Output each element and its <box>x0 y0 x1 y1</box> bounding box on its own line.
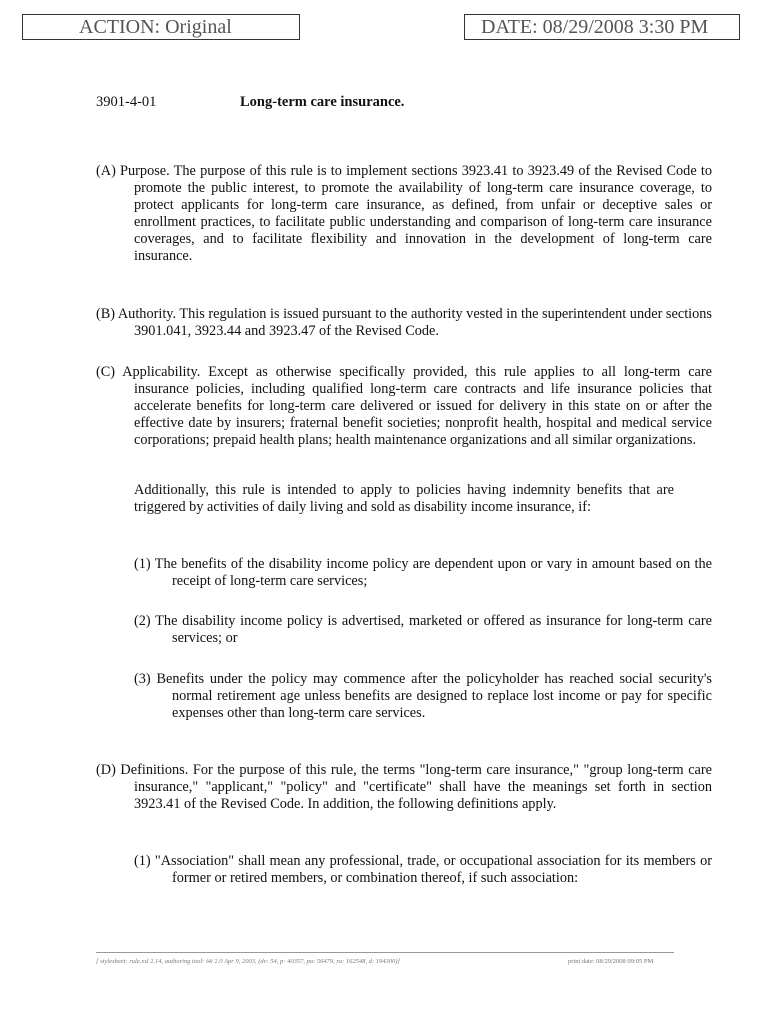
section-c-item-1: (1) The benefits of the disability income policy are dependent upon or vary in amount based on the receipt of long-term care services; <box>134 556 712 589</box>
section-d-definitions: (D) Definitions. For the purpose of this rule, the terms "long-term care insurance," "group long-term care insurance," "applicant," "policy" and "certificate" shall have the meanings set forth in section 3923.41 of the Revised Code. In addition, the following definitions apply. <box>96 762 712 812</box>
rule-title: Long-term care insurance. <box>240 94 405 110</box>
section-b-authority: (B) Authority. This regulation is issued pursuant to the authority vested in the superintendent under sections 3901.041, 3923.44 and 3923.47 of the Revised Code. <box>96 306 712 339</box>
section-c-item-3: (3) Benefits under the policy may commence after the policyholder has reached social security's normal retirement age unless benefits are designed to replace lost income or pay for specific expenses other than long-term care services. <box>134 671 712 721</box>
date-box: DATE: 08/29/2008 3:30 PM <box>464 14 740 40</box>
action-box: ACTION: Original <box>22 14 300 40</box>
section-c-additional: Additionally, this rule is intended to apply to policies having indemnity benefits that are triggered by activities of daily living and sold as disability income insurance, if: <box>134 482 674 515</box>
section-c-applicability: (C) Applicability. Except as otherwise specifically provided, this rule applies to all long-term care insurance policies, including qualified long-term care contracts and life insurance policies that accelerate benefits for long-term care delivered or issued for delivery in this state on or after the effective date by insurers; fraternal benefit societies; nonprofit health, hospital and medical service corporations; prepaid health plans; health maintenance organizations and all similar organizations. <box>96 364 712 448</box>
section-c-item-2: (2) The disability income policy is advertised, marketed or offered as insurance for long-term care services; or <box>134 613 712 646</box>
rule-number: 3901-4-01 <box>96 94 157 110</box>
footer-print-date: print date: 08/29/2008 09:05 PM <box>568 958 654 965</box>
footer-divider <box>96 952 674 953</box>
footer-metadata: [ stylesheet: rule.xsl 2.14, authoring tool: i4i 2.0 Apr 9, 2003, (dv: 54, p: 40357, pa: 56479, ra: 162548, d: 194300)] <box>96 958 400 965</box>
section-a-purpose: (A) Purpose. The purpose of this rule is to implement sections 3923.41 to 3923.49 of the Revised Code to promote the public interest, to promote the availability of long-term care insurance coverage, to protect applicants for long-term care insurance, as defined, from unfair or deceptive sales or enrollment practices, to facilitate public understanding and comparison of long-term care insurance coverages, and to facilitate flexibility and innovation in the development of long-term care insurance. <box>96 163 712 264</box>
section-d-item-1: (1) "Association" shall mean any professional, trade, or occupational association for its members or former or retired members, or combination thereof, if such association: <box>134 853 712 886</box>
